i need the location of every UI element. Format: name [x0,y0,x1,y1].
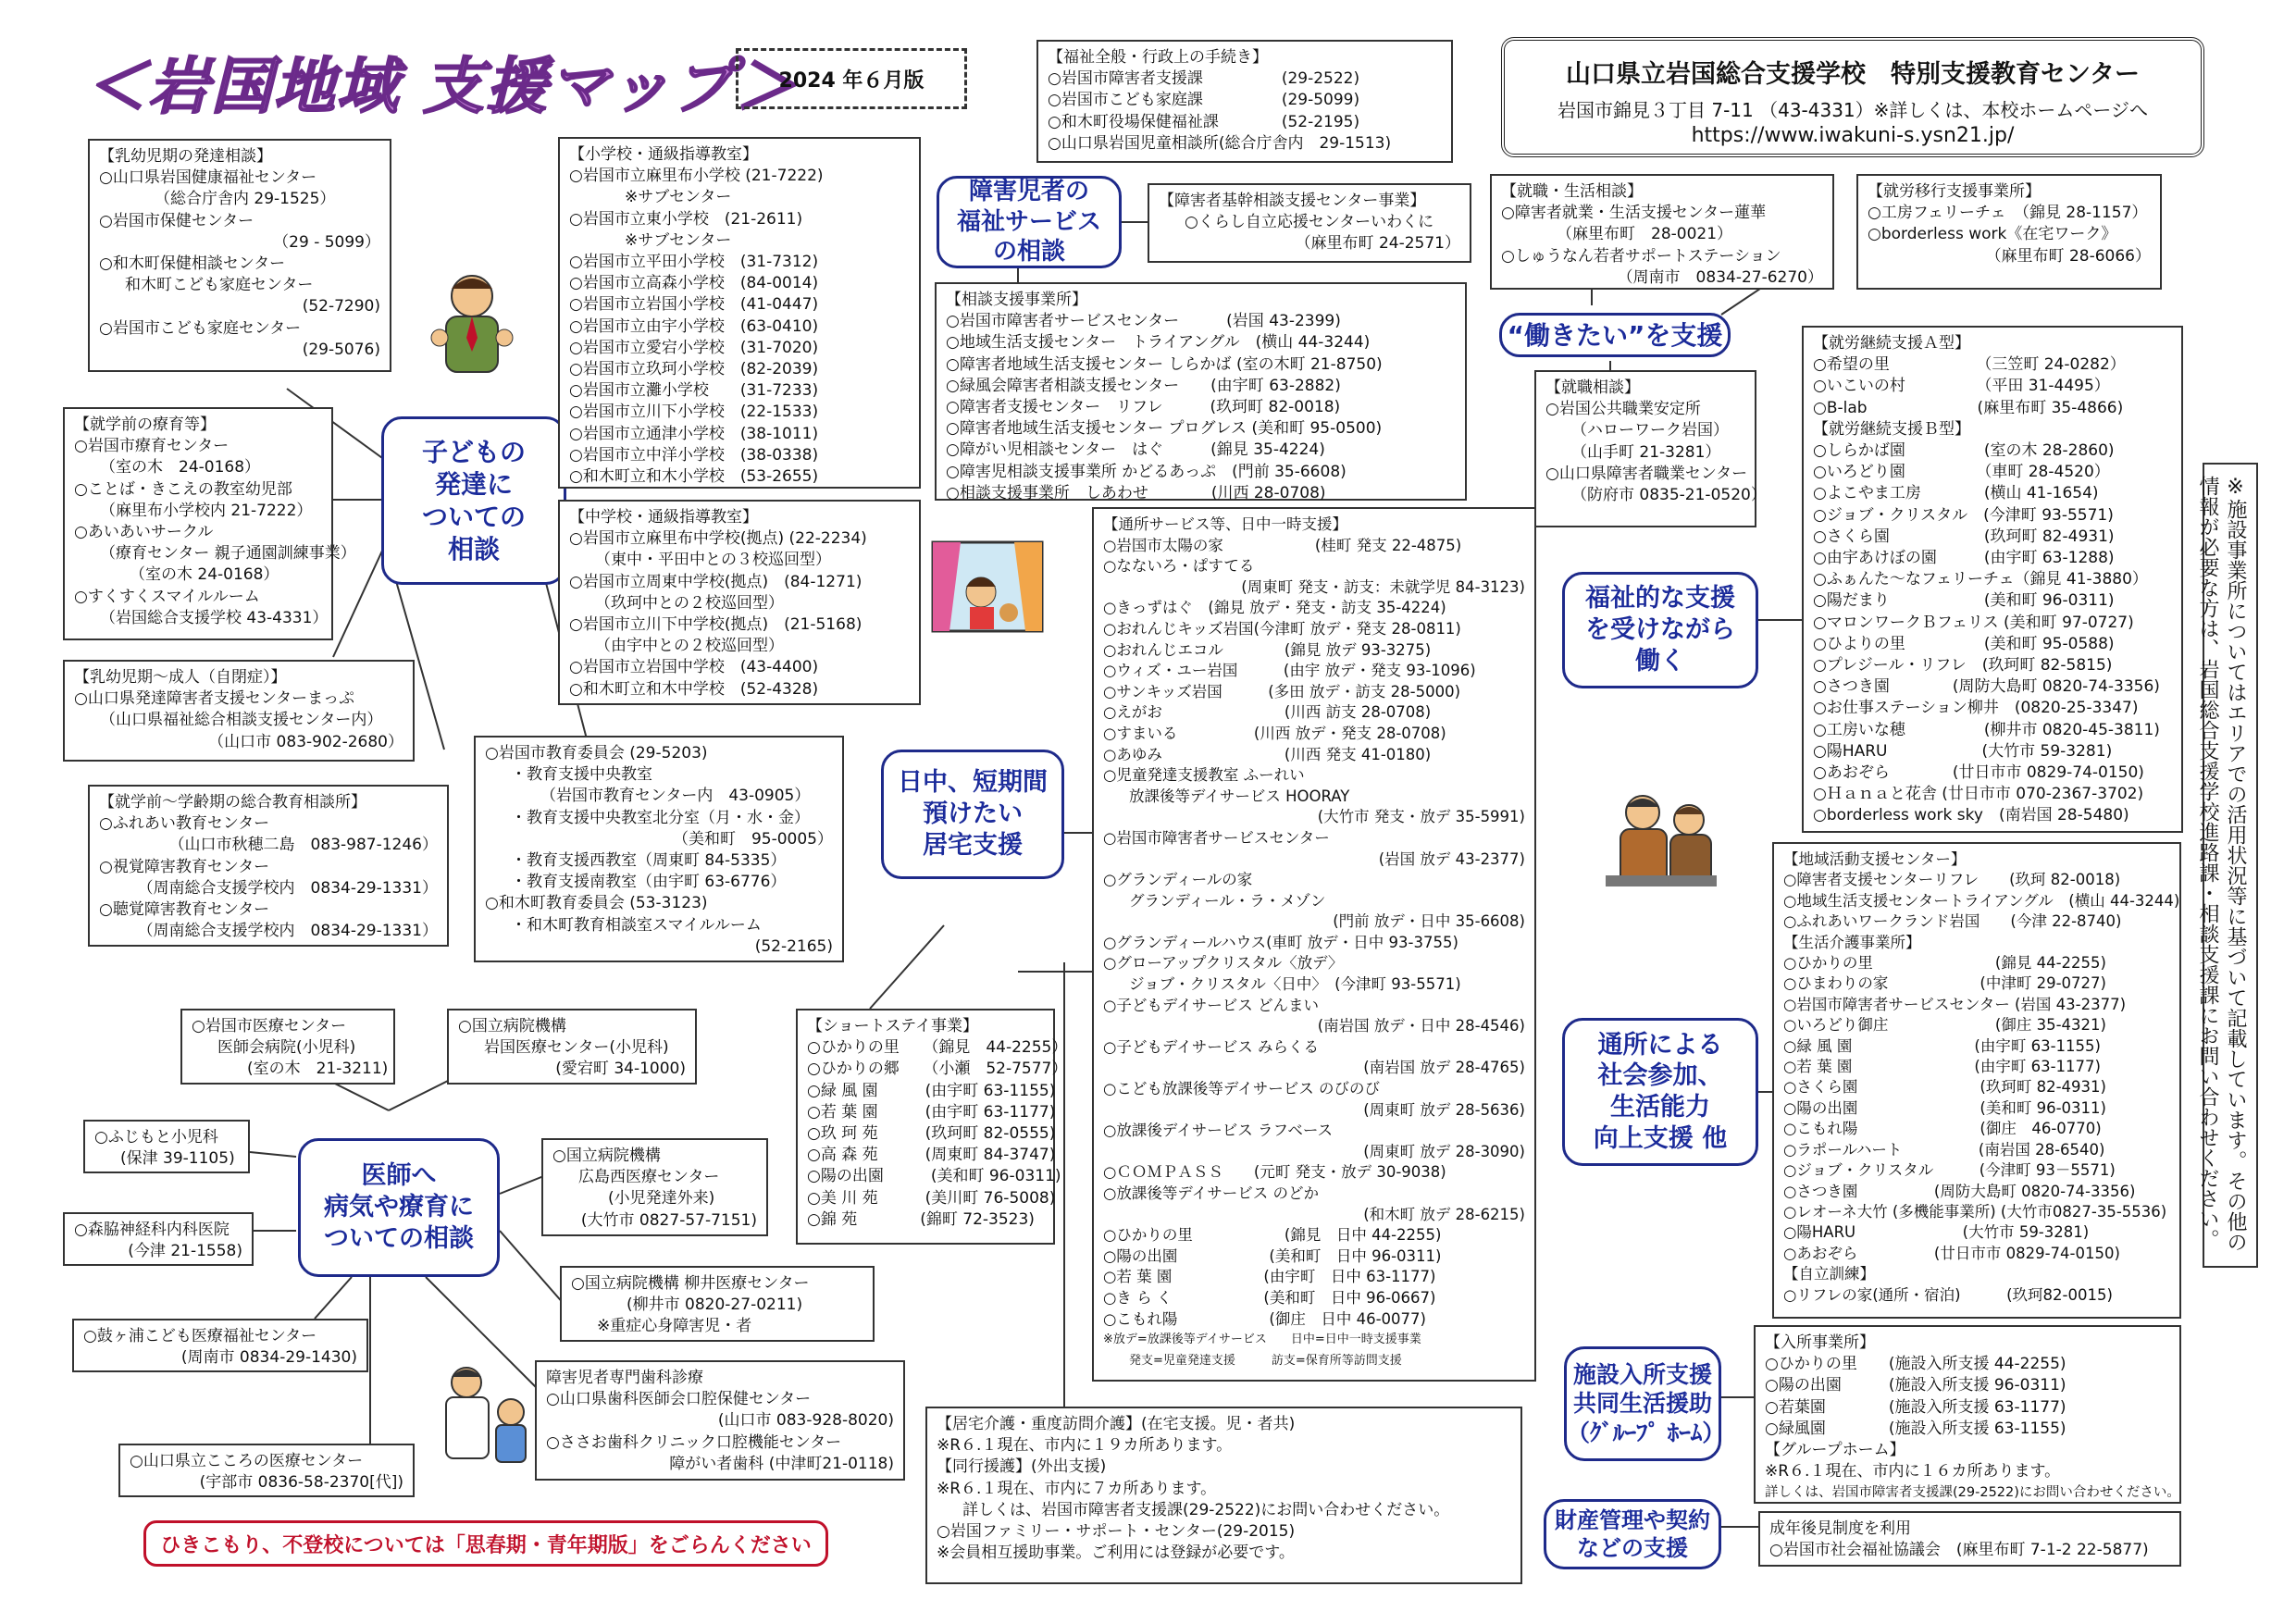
entry-line: (柳井市 0820-27-0211) [627,1295,803,1315]
box-home-care [925,1407,1522,1584]
entry-line: ○陽HARU (大竹市 59-3281) [1813,741,2113,761]
box-employment-consult [1534,370,1767,527]
hub-welfare-service[interactable]: 障害児者の 福祉サービス の相談 [937,176,1122,268]
entry-line: ○陽の出園 (美和町 96-0311) [1783,1098,2106,1117]
entry-line: ○緑風会障害者相談支援センター (由宇町 63-2882) [946,376,1341,395]
entry-line: ○地域生活支援センタートライアングル (横山 44-3244) [1783,891,2180,910]
entry-line: （室の木 24-0168） [100,458,261,477]
entry-line: （療育センター 親子通園訓練事業） [100,544,356,564]
entry-line: 成年後見制度を利用 [1769,1519,1911,1538]
entry-line: ○陽だまり (美和町 96-0311) [1813,591,2115,611]
entry-line: ○岩国市療育センター [74,437,230,456]
entry-line: ○ひかりの里 (錦見 日中 44-2255) [1103,1226,1442,1245]
entry-line: ○岩国市立東小学校 (21-2611) [569,209,803,229]
entry-line: ○子どもデイサービス どんまい [1103,996,1319,1014]
entry-line: （由宇中との２校巡回型） [595,637,784,656]
entry-line: （防府市 0835-21-0520） [1571,486,1767,505]
entry-line: ○お仕事ステーション柳井 (0820-25-3347) [1813,699,2139,718]
entry-line: （周南総合支援学校内 0834-29-1331） [137,878,438,898]
entry-line: ○しゅうなん若者サポートステーション [1501,246,1781,266]
entry-line: （美和町 95-0005） [672,829,833,849]
box-dental [535,1360,905,1481]
entry-line: ○美 川 苑 (美川町 76-5008) [807,1188,1056,1208]
entry-line: ○相談支援事業所 しあわせ (川西 28-0708) [946,483,1326,502]
entry-line: ○Ｈａｎａと花舎 (廿日市市 070-2367-3702) [1813,785,2144,804]
entry-line: ○あゆみ (川西 発支 41-0180) [1103,745,1432,763]
entry-line: ※放デ=放課後等デイサービス 日中=日中一時支援事業 [1103,1333,1421,1347]
hub-welfare-work[interactable]: 福祉的な支援 を受けながら 働く [1562,572,1758,688]
entry-line: ○障害者就業・生活支援センター蓮華 [1501,204,1767,223]
entry-line: 【小学校・通級指導教室】 [569,145,758,164]
entry-line: (保津 39-1105) [120,1149,235,1169]
entry-line: ○あおぞら (廿日市市 0829-74-0150) [1813,763,2144,783]
school-header [1501,37,2204,157]
box-work-transition [1856,174,2162,290]
entry-line: （麻里布町 28-6066） [1985,246,2151,266]
entry-line: (南岩国 放デ・日中 28-4546) [1317,1017,1525,1035]
entry-line: （玖珂中との２校巡回型） [595,593,784,613]
side-note: ※施設事業所についてはエリアでの活用状況等に基づいて記載しています。その他の情報が必要な方は、岩国総合支援学校進路課・相談支援課にお問い合わせください。 [2203,463,2258,1268]
entry-line: ○ふれあい教育センター [99,814,270,834]
entry-line: (門前 放デ・日中 35-6608) [1333,912,1525,931]
entry-line: ○岩国市立川下中学校(拠点) (21-5168) [569,615,863,635]
entry-line: ※サブセンター [625,188,732,207]
entry-line: ○あおぞら (廿日市市 0829-74-0150) [1783,1244,2120,1262]
entry-line: 【就学前の療育等】 [74,415,216,434]
hub-residential[interactable]: 施設入所支援 共同生活援助 （ｸﾞﾙｰﾌﾟ ﾎｰﾑ） [1564,1346,1721,1461]
entry-line: 【就職・生活相談】 [1501,182,1643,201]
entry-line: (岩国 放デ 43-2377) [1378,849,1525,868]
entry-line: ○岩国市医療センター [192,1017,347,1035]
entry-line: 【障害者基幹相談支援センター事業】 [1159,192,1426,210]
entry-line: ○岩国市立岩国中学校 (43-4400) [569,658,819,677]
entry-line: ○ＣＯＭＰＡＳＳ (元町 発支・放デ 30-9038) [1103,1163,1446,1182]
entry-line: (今津 21-1558) [128,1242,242,1261]
entry-line: ○岩国市立川下小学校 (22-1533) [569,403,819,422]
entry-line: 【同行援護】(外出支援) [937,1457,1107,1477]
entry-line: 放課後等デイサービス HOORAY [1129,787,1350,805]
entry-line: ○陽の出園 (施設入所支援 96-0311) [1765,1376,2066,1395]
entry-line: ○さつき園 (周防大島町 0820-74-3356) [1813,677,2160,697]
entry-line: ○borderless work《在宅ワーク》 [1868,225,2117,244]
entry-line: ○岩国公共職業安定所 [1545,400,1701,419]
entry-line: ○鼓ヶ浦こども医療福祉センター [83,1327,317,1345]
entry-line: （室の木 24-0168） [130,565,279,585]
entry-line: ○障害児相談支援事業所 かどるあっぷ (門前 35-6608) [946,462,1347,481]
entry-line: 障害児者専門歯科診療 [546,1369,703,1387]
entry-line: ○岩国市太陽の家 (桂町 発支 22-4875) [1103,536,1462,554]
entry-line: 【入所事業所】 [1765,1333,1875,1352]
entry-line: 【乳幼児期～成人（自閉症）】 [74,668,287,687]
entry-line: ※R６.１現在、市内に１９カ所あります。 [937,1436,1233,1456]
entry-line: ○緑 風 園 (由宇町 63-1155) [1783,1036,2101,1055]
entry-line: ※会員相互援助事業。ご利用には登録が必要です。 [937,1543,1295,1563]
entry-line: ○岩国市障害者サービスセンター (岩国 43-2399) [946,312,1341,331]
box-hiroshima-nishi [541,1138,768,1236]
entry-line: ○ひまわりの家 (中津町 29-0727) [1783,974,2106,993]
entry-line: ○陽の出園 (美和町 96-0311) [807,1167,1061,1186]
entry-line: ○国立病院機構 柳井医療センター [571,1274,810,1293]
entry-line: (南岩国 放デ 28-4765) [1363,1059,1525,1077]
entry-line: （山口市 083-902-2680） [208,732,403,751]
entry-line: ○すくすくスマイルルーム [74,587,260,606]
entry-line: ○山口県障害者職業センター [1545,464,1748,483]
entry-line: ○山口県発達障害者支援センターまっぷ [74,689,355,709]
entry-line: ○山口県立こころの医療センター [130,1452,364,1470]
entry-line: (室の木 21-3211) [247,1060,389,1079]
entry-line: ○児童発達支援教室 ふーれい [1103,766,1305,785]
entry-line: （麻里布小学校内 21-7222） [100,501,313,520]
box-residential-offices [1754,1325,2181,1504]
entry-line: ○き ら く (美和町 日中 96-0667) [1103,1288,1436,1307]
hub-day-service[interactable]: 通所による 社会参加、 生活能力 向上支援 他 [1562,1018,1758,1166]
entry-line: ○森脇神経科内科医院 [74,1221,230,1239]
entry-line: ○玖 珂 苑 (玖珂町 82-0555) [807,1124,1056,1144]
entry-line: ○障害者支援センター リフレ (玖珂町 82-0018) [946,398,1341,417]
entry-line: ○岩国市立通津小学校 (38-1011) [569,424,819,443]
entry-line: ※重症心身障害児・者 [597,1317,752,1336]
entry-line: (29-5076) [302,340,380,359]
hub-medical[interactable]: 医師へ 病気や療育に ついての相談 [298,1138,500,1277]
entry-line: ○岩国市立玖珂小学校 (82-2039) [569,360,819,379]
entry-line: ○リフレの家(通所・宿泊) (玖珂82-0015) [1783,1285,2113,1304]
entry-line: ○和木町役場保健福祉課 (52-2195) [1048,112,1360,131]
entry-line: ○岩国市立高森小学校 (84-0014) [569,274,819,293]
box-infant-consult [88,139,391,372]
box-core-consult-center [1148,183,1471,263]
entry-line: ○山口県岩国児童相談所(総合庁舎内 29-1513) [1048,133,1392,153]
entry-line: (和木町 放デ 28-6215) [1363,1205,1525,1223]
entry-line: ○さつき園 (周防大島町 0820-74-3356) [1783,1182,2136,1200]
entry-line: ・教育支援中央教室 [511,765,652,785]
entry-line: ○和木町立和木中学校 (52-4328) [569,679,819,699]
entry-line: (山口市 083-928-8020) [717,1411,894,1431]
workers-illustration [1587,787,1726,898]
box-morisaki-clinic [63,1212,254,1266]
entry-line: 【福祉全般・行政上の手続き】 [1048,48,1268,67]
entry-line: ○岩国市立由宇小学校 (63-0410) [569,316,819,336]
entry-line: ○若葉園 (施設入所支援 63-1177) [1765,1397,2066,1417]
entry-line: 【就職相談】 [1545,378,1640,397]
box-job-life-consult [1490,174,1834,290]
entry-line: ○ひかりの里 （錦見 44-2255） [807,1038,1068,1058]
entry-line: ○和木町教育委員会 (53-3123) [485,894,708,913]
entry-line: ○視覚障害教育センター [99,857,270,876]
entry-line: ○岩国市立麻里布中学校(拠点) (22-2234) [569,529,867,549]
entry-line: (52-2165) [754,936,833,956]
entry-line: ○ジョブ・クリスタル (今津町 93－5571) [1783,1161,2116,1180]
hub-want-to-work[interactable]: “働きたい”を支援 [1499,313,1731,357]
entry-line: ○しらかば園 (室の木 28-2860) [1813,441,2115,461]
version-label: 2024 年６月版 [736,48,967,109]
entry-line: ○和木町保健相談センター [99,254,286,274]
box-guardianship [1758,1511,2181,1567]
entry-line: （東中・平田中との３校巡回型） [595,551,831,570]
entry-line: ○聴覚障害教育センター [99,900,270,920]
window-child-illustration [924,537,1051,638]
entry-line: 広島西医療センター [578,1168,720,1187]
entry-line: ○ひかりの里 (施設入所支援 44-2255) [1765,1355,2066,1374]
school-url[interactable]: https://www.iwakuni-s.ysn21.jp/ [1691,124,2015,147]
entry-line: ○由宇あけぼの園 (由宇町 63-1288) [1813,549,2115,568]
entry-line: （ハローワーク岩国） [1571,421,1729,440]
entry-line: ○放課後等デイサービス のどか [1103,1184,1319,1202]
entry-line: ○岩国市こども家庭課 (29-5099) [1048,91,1360,110]
entry-line: ○ひかりの里 (錦見 44-2255) [1783,954,2106,973]
entry-line: （周南総合支援学校内 0834-29-1331） [137,922,438,941]
entry-line: ○山口県歯科医師会口腔保健センター [546,1390,812,1409]
entry-line: ○岩国市立平田小学校 (31-7312) [569,253,819,272]
entry-line: 【就学前～学齢期の総合教育相談所】 [99,793,366,812]
entry-line: ○ことば・きこえの教室幼児部 [74,479,292,499]
school-address: 岩国市錦見３丁目 7-11 （43-4331）※詳しくは、本校ホームページへ [1557,99,2149,121]
box-short-stay [796,1009,1068,1245]
entry-line: ○きっずはぐ (錦見 放デ・発支・訪支 35-4224) [1103,599,1446,617]
entry-line: ○岩国市立麻里布小学校 (21-7222) [569,167,824,186]
entry-line: ○ジョブ・クリスタル (今津町 93-5571) [1813,505,2114,525]
entry-line: ○B-lab (麻里布町 35-4866) [1813,398,2124,417]
counselor-illustration [426,268,518,379]
entry-line: ○こども放課後等デイサービス のびのび [1103,1080,1380,1098]
box-continued-employment [1802,326,2183,833]
entry-line: 【相談支援事業所】 [946,291,1087,309]
entry-line: (愛宕町 34-1000) [555,1060,686,1079]
entry-line: 【就労移行支援事業所】 [1868,182,2041,201]
entry-line: 和木町こども家庭センター [125,276,314,295]
entry-line: ○岩国市立中洋小学校 (38-0338) [569,445,819,465]
entry-line: （周南市 0834-27-6270） [1617,267,1823,287]
entry-line: (大竹市 発支・放デ 35-5991) [1317,808,1525,826]
entry-line: ○工房いな穂 (柳井市 0820-45-3811) [1813,720,2160,739]
box-board-of-education [474,736,844,962]
entry-line: 【グループホーム】 [1765,1441,1905,1460]
entry-line: 詳しくは、岩国市障害者支援課(29-2522)にお問い合わせください。 [1765,1485,2180,1501]
entry-line: ○いろどり園 （車町 28-4520） [1813,463,2110,482]
entry-line: 【自立訓練】 [1783,1265,1875,1283]
entry-line: ○希望の里 （三笠町 24-0282） [1813,355,2126,375]
entry-line: (周東町 発支・訪支：未就学児 84-3123) [1241,577,1525,596]
entry-line: ○レオーネ大竹 (多機能事業所) (大竹市0827-35-5536) [1783,1202,2167,1221]
entry-line: ・教育支援西教室（周東町 84-5335） [511,851,787,871]
entry-line: ○岩国市立周東中学校(拠点) (84-1271) [569,572,863,591]
hub-daytime-care[interactable]: 日中、短期間 預けたい 居宅支援 [881,750,1064,879]
box-junior-high-schools [558,500,921,705]
entry-line: （岩国市教育センター内 43-0905） [540,787,811,806]
page-title: ＜岩国地域 支援マップ＞ [85,51,799,122]
entry-line: ○若 葉 園 (由宇町 63-1177) [1783,1058,2101,1076]
entry-line: ○borderless work sky (南岩国 28-5480) [1813,806,2129,825]
entry-line: グランディール・ラ・メゾン [1129,891,1326,910]
entry-line: （総合庁舎内 29-1525） [155,190,336,209]
entry-line: ○岩国市立灘小学校 (31-7233) [569,381,819,401]
entry-line: ○工房フェリーチェ （錦見 28-1157） [1868,204,2148,223]
entry-line: ○岩国市障害者支援課 (29-2522) [1048,69,1360,89]
hub-child-development[interactable]: 子どもの 発達に ついての 相談 [381,416,566,585]
entry-line: ○ふぁんた～なフェリーチェ（錦見 41-3880） [1813,570,2148,589]
entry-line: ・和木町教育相談室スマイルルーム [511,915,762,935]
entry-line: ○なないろ・ぱすてる [1103,557,1255,576]
entry-line: ○和木町立和木小学校 (53-2655) [569,467,819,487]
entry-line: ※R６.１現在、市内に１６カ所あります。 [1765,1462,2061,1481]
entry-line: ○ウィズ・ユー岩国 (由宇 放デ・発支 93-1096) [1103,662,1476,680]
entry-line: ○岩国市立愛宕小学校 (31-7020) [569,338,819,357]
entry-line: 岩国医療センター(小児科) [484,1038,669,1058]
entry-line: ○こもれ陽 (御庄 日中 46-0077) [1103,1309,1426,1328]
box-consult-offices [935,282,1467,501]
entry-line: ○ふれあいワークランド岩国 (今津 22-8740) [1783,912,2122,931]
entry-line: （山口市秋穂二島 083-987-1246） [168,836,438,855]
entry-line: （岩国総合支援学校 43-4331） [100,608,329,627]
entry-line: ○グランディールハウス(車町 放デ・日中 93-3755) [1103,933,1458,951]
entry-line: (周東町 放デ 28-5636) [1363,1100,1525,1119]
entry-line: 【乳幼児期の発達相談】 [99,147,272,166]
entry-line: (宇部市 0836-58-2370[代]) [199,1473,403,1493]
entry-line: (周南市 0834-29-1430) [180,1348,357,1368]
entry-line: 【生活介護事業所】 [1783,933,1921,951]
entry-line: ○おれんじエコル (錦見 放デ 93-3275) [1103,640,1432,659]
entry-line: （29 - 5099） [273,232,380,252]
entry-line: ○障害者地域生活支援センター プログレス (美和町 95-0500) [946,419,1383,439]
entry-line: ○おれんじキッズ岩国(今津町 放デ・発支 28-0811) [1103,619,1461,638]
entry-line: ○マロンワークＢフェリス (美和町 97-0727) [1813,613,2134,632]
entry-line: ○陽HARU (大竹市 59-3281) [1783,1223,2090,1242]
box-kokoro-center [118,1444,415,1497]
entry-line: ○緑 風 園 (由宇町 63-1155) [807,1081,1056,1100]
box-day-services [1092,507,1536,1382]
entry-line: ○緑風園 (施設入所支援 63-1155) [1765,1419,2066,1438]
entry-line: ○陽の出園 (美和町 日中 96-0311) [1103,1246,1442,1265]
entry-line: ○若 葉 園 (由宇町 日中 63-1177) [1103,1268,1436,1286]
entry-line: ○障害者支援センターリフレ (玖珂 82-0018) [1783,871,2121,889]
entry-line: 発支=児童発達支援 訪支=保育所等訪問支援 [1129,1353,1402,1368]
entry-line: ○えがお (川西 訪支 28-0708) [1103,703,1432,722]
entry-line: ○ひかりの郷 （小瀬 52-7577） [807,1060,1068,1079]
entry-line: ○国立病院機構 [458,1017,566,1035]
doctor-illustration [435,1360,537,1471]
entry-line: ○さくら園 (玖珂町 82-4931) [1813,527,2115,546]
entry-line: (小児発達外来) [608,1189,715,1209]
box-preschool-therapy [63,407,356,640]
entry-line: ○高 森 苑 (周東町 84-3747) [807,1146,1056,1165]
entry-line: (周東町 放デ 28-3090) [1363,1142,1525,1160]
entry-line: （麻里布町 28-0021） [1557,225,1733,244]
entry-line: 【就労継続支援Ｂ型】 [1813,419,1970,439]
entry-line: ・教育支援南教室（由宇町 63-6776） [511,873,787,892]
entry-line: ○国立病院機構 [552,1147,661,1165]
entry-line: ○よこやま工房 (横山 41-1654) [1813,484,2099,503]
entry-line: ○岩国市教育委員会 (29-5203) [485,744,708,762]
box-yanai-medical [560,1266,875,1342]
entry-line: ○プレジール・リフレ (玖珂町 82-5815) [1813,656,2113,676]
entry-line: 【通所サービス等、日中一時支援】 [1103,515,1347,533]
entry-line: ○サンキッズ岩国 (多田 放デ・訪支 28-5000) [1103,682,1461,700]
entry-line: 詳しくは、岩国市障害者支援課(29-2522)にお問い合わせください。 [962,1500,1450,1519]
entry-line: 【地域活動支援センター】 [1783,850,1967,868]
box-community-activity [1772,842,2181,1319]
entry-line: ○子どもデイサービス みらくる [1103,1037,1319,1056]
entry-line: ○障がい児相談センター はぐ (錦見 35-4224) [946,440,1325,460]
box-iwakuni-medical-center [180,1009,395,1085]
box-national-iwakuni [447,1009,697,1085]
entry-line: 【ショートステイ事業】 [807,1017,978,1035]
entry-line: ○あいあいサークル [74,523,214,542]
entry-line: ○岩国市立岩国小学校 (41-0447) [569,295,819,315]
entry-line: ○こもれ陽 (御庄 46-0770) [1783,1120,2102,1138]
entry-line: 【就労継続支援Ａ型】 [1813,334,1970,353]
school-name: 山口県立岩国総合支援学校 特別支援教育センター [1566,60,2140,89]
entry-line: ○ささお歯科クリニック口腔機能センター [546,1432,842,1452]
entry-line: ※R６.１現在、市内に７カ所あります。 [937,1479,1217,1498]
entry-line: ○ふじもと小児科 [94,1128,218,1147]
entry-line: ○岩国市障害者サービスセンター [1103,828,1330,847]
entry-line: (52-7290) [302,297,380,316]
entry-line: 障がい者歯科 (中津町21-0118) [669,1454,894,1473]
entry-line: ○放課後デイサービス ラフベース [1103,1122,1334,1140]
entry-line: ○さくら園 (玖珂町 82-4931) [1783,1078,2106,1097]
entry-line: 医師会病院(小児科) [217,1038,356,1058]
entry-line: ○グランディールの家 [1103,871,1253,889]
hub-property-management[interactable]: 財産管理や契約 などの支援 [1544,1499,1721,1569]
entry-line: （麻里布町 24-2571） [1295,234,1460,254]
entry-line: ○岩国市こども家庭センター [99,318,302,338]
entry-line: ○ラポールハート (南岩国 28-6540) [1783,1140,2105,1159]
entry-line: ○障害者地域生活支援センター しらかば (室の木町 21-8750) [946,354,1383,374]
entry-line: ※サブセンター [625,230,732,250]
entry-line: ジョブ・クリスタル〈日中〉 (今津町 93-5571) [1129,975,1461,994]
entry-line: （山口県福祉総合相談支援センター内） [100,711,383,730]
box-welfare-admin [1036,40,1453,163]
entry-line: ○いろどり御庄 (御庄 35-4321) [1783,1016,2106,1035]
entry-line: ○すまいる (川西 放デ・発支 28-0708) [1103,724,1446,742]
entry-line: ○岩国市社会福祉協議会 (麻里布町 7-1-2 22-5877) [1769,1541,2149,1560]
entry-line: ・教育支援中央教室北分室（月・水・金） [511,808,810,827]
entry-line: ○くらし自立応援センターいわくに [1185,213,1434,232]
entry-line: ○グローアップクリスタル〈放デ〉 [1103,954,1344,973]
box-elementary-schools [558,137,921,489]
entry-line: ○岩国ファミリー・サポート・センター(29-2015) [937,1522,1296,1542]
entry-line: ○岩国市障害者サービスセンター (岩国 43-2377) [1783,995,2127,1013]
entry-line: 【居宅介護・重度訪問介護】(在宅支援。児・者共) [937,1415,1296,1433]
box-tsuzumigaura [72,1319,368,1372]
entry-line: ○地域生活支援センター トライアングル (横山 44-3244) [946,333,1371,353]
box-autism-support [63,660,415,762]
entry-line: 【中学校・通級指導教室】 [569,508,758,527]
entry-line: ○山口県岩国健康福祉センター [99,168,317,188]
entry-line: (大竹市 0827-57-7151) [580,1210,757,1230]
entry-line: ○ひよりの里 (美和町 95-0588) [1813,634,2115,653]
entry-line: ○錦 苑 (錦町 72-3523) [807,1209,1035,1229]
entry-line: ○岩国市保健センター [99,211,254,230]
entry-line: ○若 葉 園 (由宇町 63-1177) [807,1102,1056,1122]
notice-banner: ひきこもり、不登校については「思春期・青年期版」をごらんください [143,1520,828,1567]
box-fujimoto-clinic [83,1120,250,1173]
box-education-consult [88,785,449,947]
entry-line: （山手町 21-3281） [1571,442,1721,462]
entry-line: ○いこいの村 （平田 31-4495） [1813,377,2110,396]
